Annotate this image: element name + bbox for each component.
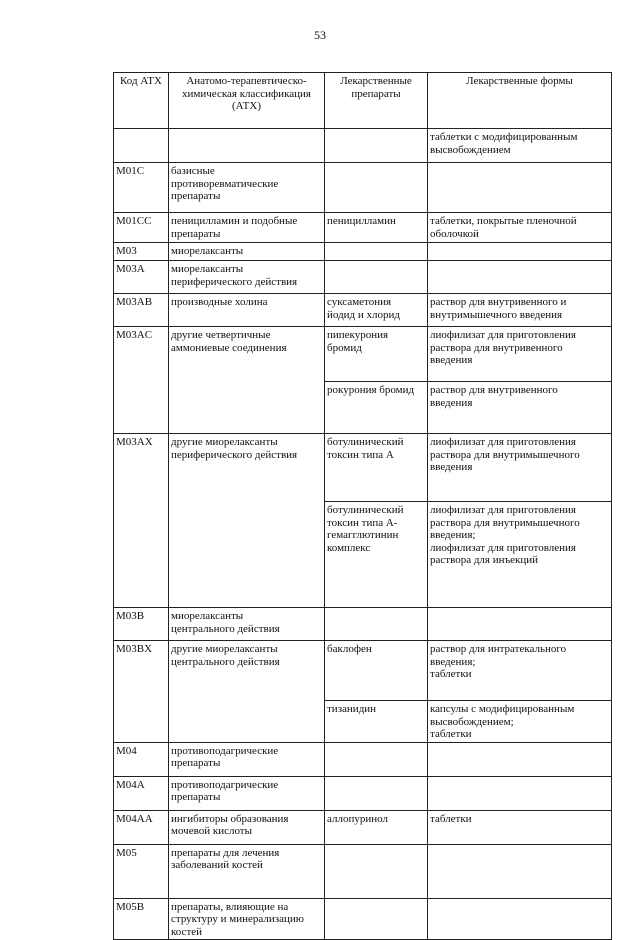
atc-code-cell: M05B [114,898,169,940]
drug-cell: аллопуринол [325,810,428,844]
classification-cell: препараты, влияющие на структуру и минерализацию костей [169,898,325,940]
atc-code-cell: M01C [114,163,169,213]
atc-code-cell: M04 [114,742,169,776]
drug-cell [325,243,428,261]
drug-cell: пеницилламин [325,213,428,243]
dosage-form-cell: таблетки, покрытые пленочной оболочкой [428,213,612,243]
dosage-form-cell [428,742,612,776]
table-row [114,261,612,294]
atc-code-cell: M04A [114,776,169,810]
drug-cell [325,163,428,213]
classification-cell: противоподагрические препараты [169,776,325,810]
drug-cell: рокурония бромид [325,382,428,434]
table-row [114,776,612,810]
dosage-form-cell: раствор для внутривенного и внутримышечного введения [428,294,612,327]
dosage-form-cell [428,163,612,213]
atc-code-cell: M05 [114,844,169,898]
page-number: 53 [314,28,326,42]
table-row [114,129,612,163]
header-code: Код АТХ [114,73,169,129]
classification-cell: препараты для лечения заболеваний костей [169,844,325,898]
classification-cell: другие миорелаксанты центрального действия [169,641,325,743]
dosage-form-cell: раствор для внутривенного введения [428,382,612,434]
dosage-form-cell: таблетки с модифицированным высвобождением [428,129,612,163]
table-row [114,327,612,382]
table-row [114,213,612,243]
classification-cell: миорелаксанты периферического действия [169,261,325,294]
dosage-form-cell: лиофилизат для приготовления раствора для внутримышечного введения; лиофилизат для приготовления раствора для инъекций [428,502,612,608]
table-row [114,742,612,776]
table-row [114,898,612,940]
table-row [114,294,612,327]
header-forms: Лекарственные формы [428,73,612,129]
drug-cell: тизанидин [325,701,428,743]
atc-code-cell: M03B [114,608,169,641]
dosage-form-cell [428,243,612,261]
drug-cell [325,898,428,940]
classification-cell: ингибиторы образования мочевой кислоты [169,810,325,844]
classification-cell: миорелаксанты центрального действия [169,608,325,641]
classification-cell: миорелаксанты [169,243,325,261]
table-row [114,810,612,844]
header-drugs: Лекарственные препараты [325,73,428,129]
dosage-form-cell: таблетки [428,810,612,844]
dosage-form-cell: раствор для интратекального введения; таблетки [428,641,612,701]
table-row [114,608,612,641]
dosage-form-cell: лиофилизат для приготовления раствора для внутримышечного введения [428,434,612,502]
table-body [114,129,612,940]
dosage-form-cell [428,261,612,294]
dosage-form-cell [428,608,612,641]
dosage-form-cell: капсулы с модифицированным высвобождением; таблетки [428,701,612,743]
atc-table [113,72,612,940]
atc-code-cell: M03AB [114,294,169,327]
classification-cell: противоподагрические препараты [169,742,325,776]
atc-code-cell: M04AA [114,810,169,844]
table-row [114,243,612,261]
classification-cell [169,129,325,163]
table-header-row [114,73,612,129]
drug-cell [325,261,428,294]
dosage-form-cell: лиофилизат для приготовления раствора для внутривенного введения [428,327,612,382]
dosage-form-cell [428,844,612,898]
table-row [114,641,612,701]
atc-code-cell: M03AX [114,434,169,608]
drug-cell [325,608,428,641]
table-row [114,163,612,213]
header-classification: Анатомо-терапевтическо- химическая классификация (АТХ) [169,73,325,129]
drug-cell: пипекурония бромид [325,327,428,382]
classification-cell: производные холина [169,294,325,327]
atc-code-cell: M01CC [114,213,169,243]
table-row [114,844,612,898]
atc-code-cell [114,129,169,163]
drug-cell [325,776,428,810]
classification-cell: другие миорелаксанты периферического действия [169,434,325,608]
atc-code-cell: M03BX [114,641,169,743]
atc-code-cell: M03A [114,261,169,294]
drug-cell: ботулинический токсин типа А- гемагглютинин комплекс [325,502,428,608]
atc-code-cell: M03 [114,243,169,261]
drug-cell [325,844,428,898]
table-row [114,434,612,502]
atc-code-cell: M03AC [114,327,169,434]
classification-cell: другие четвертичные аммониевые соединения [169,327,325,434]
dosage-form-cell [428,898,612,940]
classification-cell: пеницилламин и подобные препараты [169,213,325,243]
drug-cell: баклофен [325,641,428,701]
classification-cell: базисные противоревматические препараты [169,163,325,213]
dosage-form-cell [428,776,612,810]
drug-cell: суксаметония йодид и хлорид [325,294,428,327]
drug-cell [325,742,428,776]
drug-cell [325,129,428,163]
drug-cell: ботулинический токсин типа А [325,434,428,502]
